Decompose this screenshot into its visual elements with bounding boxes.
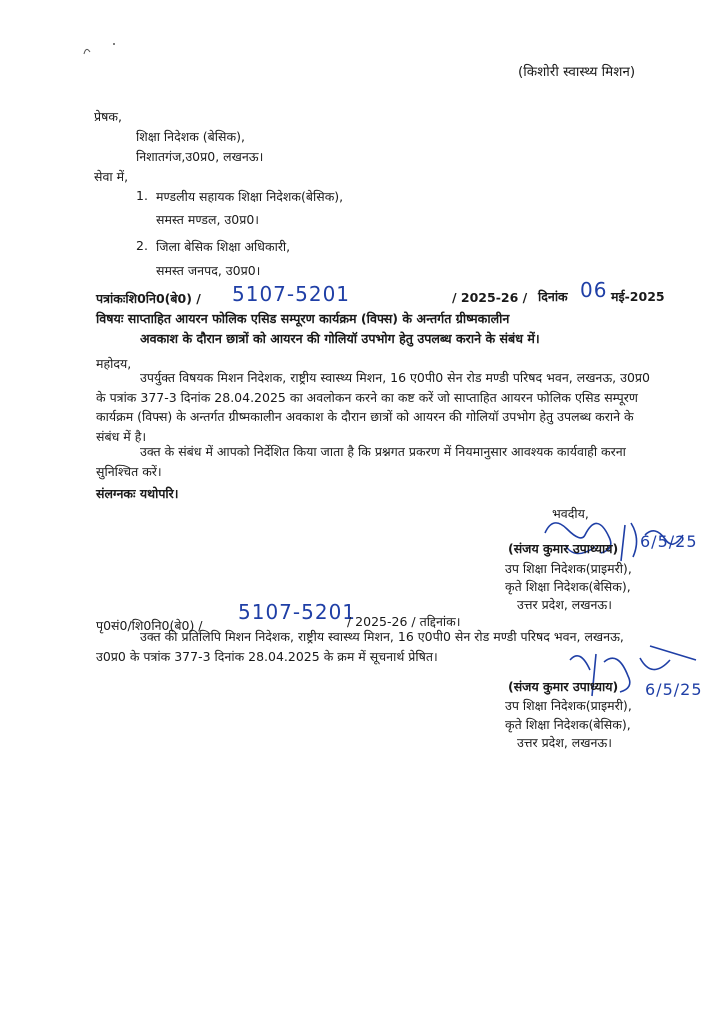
signature-1-handwritten-date: 6/5/25: [640, 532, 698, 551]
signature-1-name: (संजय कुमार उपाध्याय): [508, 541, 619, 556]
recipient-2-num: 2.: [136, 238, 148, 253]
signature-2-acting: कृते शिक्षा निदेशक(बेसिक),: [505, 717, 631, 732]
recipient-1-line-1: मण्डलीय सहायक शिक्षा निदेशक(बेसिक),: [156, 189, 344, 204]
signature-1-closing: भवदीय,: [552, 506, 589, 521]
letter-ref-prefix: पत्रांकःशि0नि0(बे0) /: [96, 291, 201, 306]
subject-line-1: विषयः साप्ताहित आयरन फोलिक एसिड सम्पूरण कार्यक्रम (विफ्स) के अन्तर्गत ग्रीष्मकालीन: [96, 311, 510, 326]
letter-ref-date-suffix: मई-2025: [611, 289, 665, 304]
letter-ref-handwritten-day: 06: [580, 278, 608, 302]
recipient-2-line-2: समस्त जनपद, उ0प्र0।: [156, 263, 261, 278]
subject-line-2: अवकाश के दौरान छात्रों को आयरन की गोलियॉ उपभोग हेतु उपलब्ध कराने के संबंध में।: [140, 331, 540, 346]
sender-line-1: शिक्षा निदेशक (बेसिक),: [136, 129, 245, 144]
salutation: महोदय,: [96, 356, 132, 371]
sender-line-2: निशातगंज,उ0प्र0, लखनऊ।: [136, 149, 264, 164]
signature-2-handwritten-date: 6/5/25: [645, 680, 703, 699]
recipient-2-line-1: जिला बेसिक शिक्षा अधिकारी,: [156, 239, 291, 254]
signature-1-place: उत्तर प्रदेश, लखनऊ।: [517, 597, 612, 612]
body-paragraph-1: उपर्युक्त विषयक मिशन निदेशक, राष्ट्रीय स्वास्थ्य मिशन, 16 ए0पी0 सेन रोड मण्डी परिषद भवन, लखनऊ, उ0प्र0 के पत्रांक 377-3 दिनांक 28.04.2025 का अवलोकन करने का कष्ट करें जो साप्ताहित आयरन फोलिक एसिड सम्पूरण कार्यक्रम (विफ्स) के अन्तर्गत ग्रीष्मकालीन अवकाश के दौरान छात्रों को आयरन की गोलियॉ उपभोग हेतु उपलब्ध कराने के संबंध में है।: [96, 370, 651, 444]
letter-ref-year: / 2025-26 /: [452, 290, 528, 305]
signature-1-acting: कृते शिक्षा निदेशक(बेसिक),: [505, 579, 631, 594]
copy-handwritten-number: 5107-5201: [238, 600, 357, 624]
signature-2-title: उप शिक्षा निदेशक(प्राइमरी),: [505, 698, 632, 713]
signature-2-name: (संजय कुमार उपाध्याय): [508, 679, 619, 694]
enclosure: संलग्नकः यथोपरि।: [96, 486, 179, 501]
recipient-1-num: 1.: [136, 188, 148, 203]
copy-suffix: / 2025-26 / तद्दिनांक।: [347, 614, 461, 629]
sender-label: प्रेषक,: [94, 109, 122, 124]
signature-2-place: उत्तर प्रदेश, लखनऊ।: [517, 735, 612, 750]
letter-ref-handwritten-number: 5107-5201: [232, 282, 351, 306]
body-paragraph-2: उक्त के संबंध में आपको निर्देशित किया जाता है कि प्रश्नगत प्रकरण में नियमानुसार आवश्यक कार्यवाही करना सुनिश्चित करें।: [96, 444, 626, 479]
letter-ref-date-label: दिनांक: [538, 289, 568, 304]
recipient-1-line-2: समस्त मण्डल, उ0प्र0।: [156, 212, 260, 227]
mission-tag: (किशोरी स्वास्थ्य मिशन): [518, 64, 636, 80]
scan-mark: [78, 40, 118, 60]
copy-text: उक्त की प्रतिलिपि मिशन निदेशक, राष्ट्रीय स्वास्थ्य मिशन, 16 ए0पी0 सेन रोड मण्डी परिषद भवन, लखनऊ, उ0प्र0 के पत्रांक 377-3 दिनांक 28.04.2025 के क्रम में सूचनार्थ प्रेषित।: [96, 629, 624, 664]
signature-1-title: उप शिक्षा निदेशक(प्राइमरी),: [505, 561, 632, 576]
recipients-label: सेवा में,: [94, 169, 129, 184]
copy-prefix: पृ0सं0/शि0नि0(बे0) /: [96, 618, 203, 633]
